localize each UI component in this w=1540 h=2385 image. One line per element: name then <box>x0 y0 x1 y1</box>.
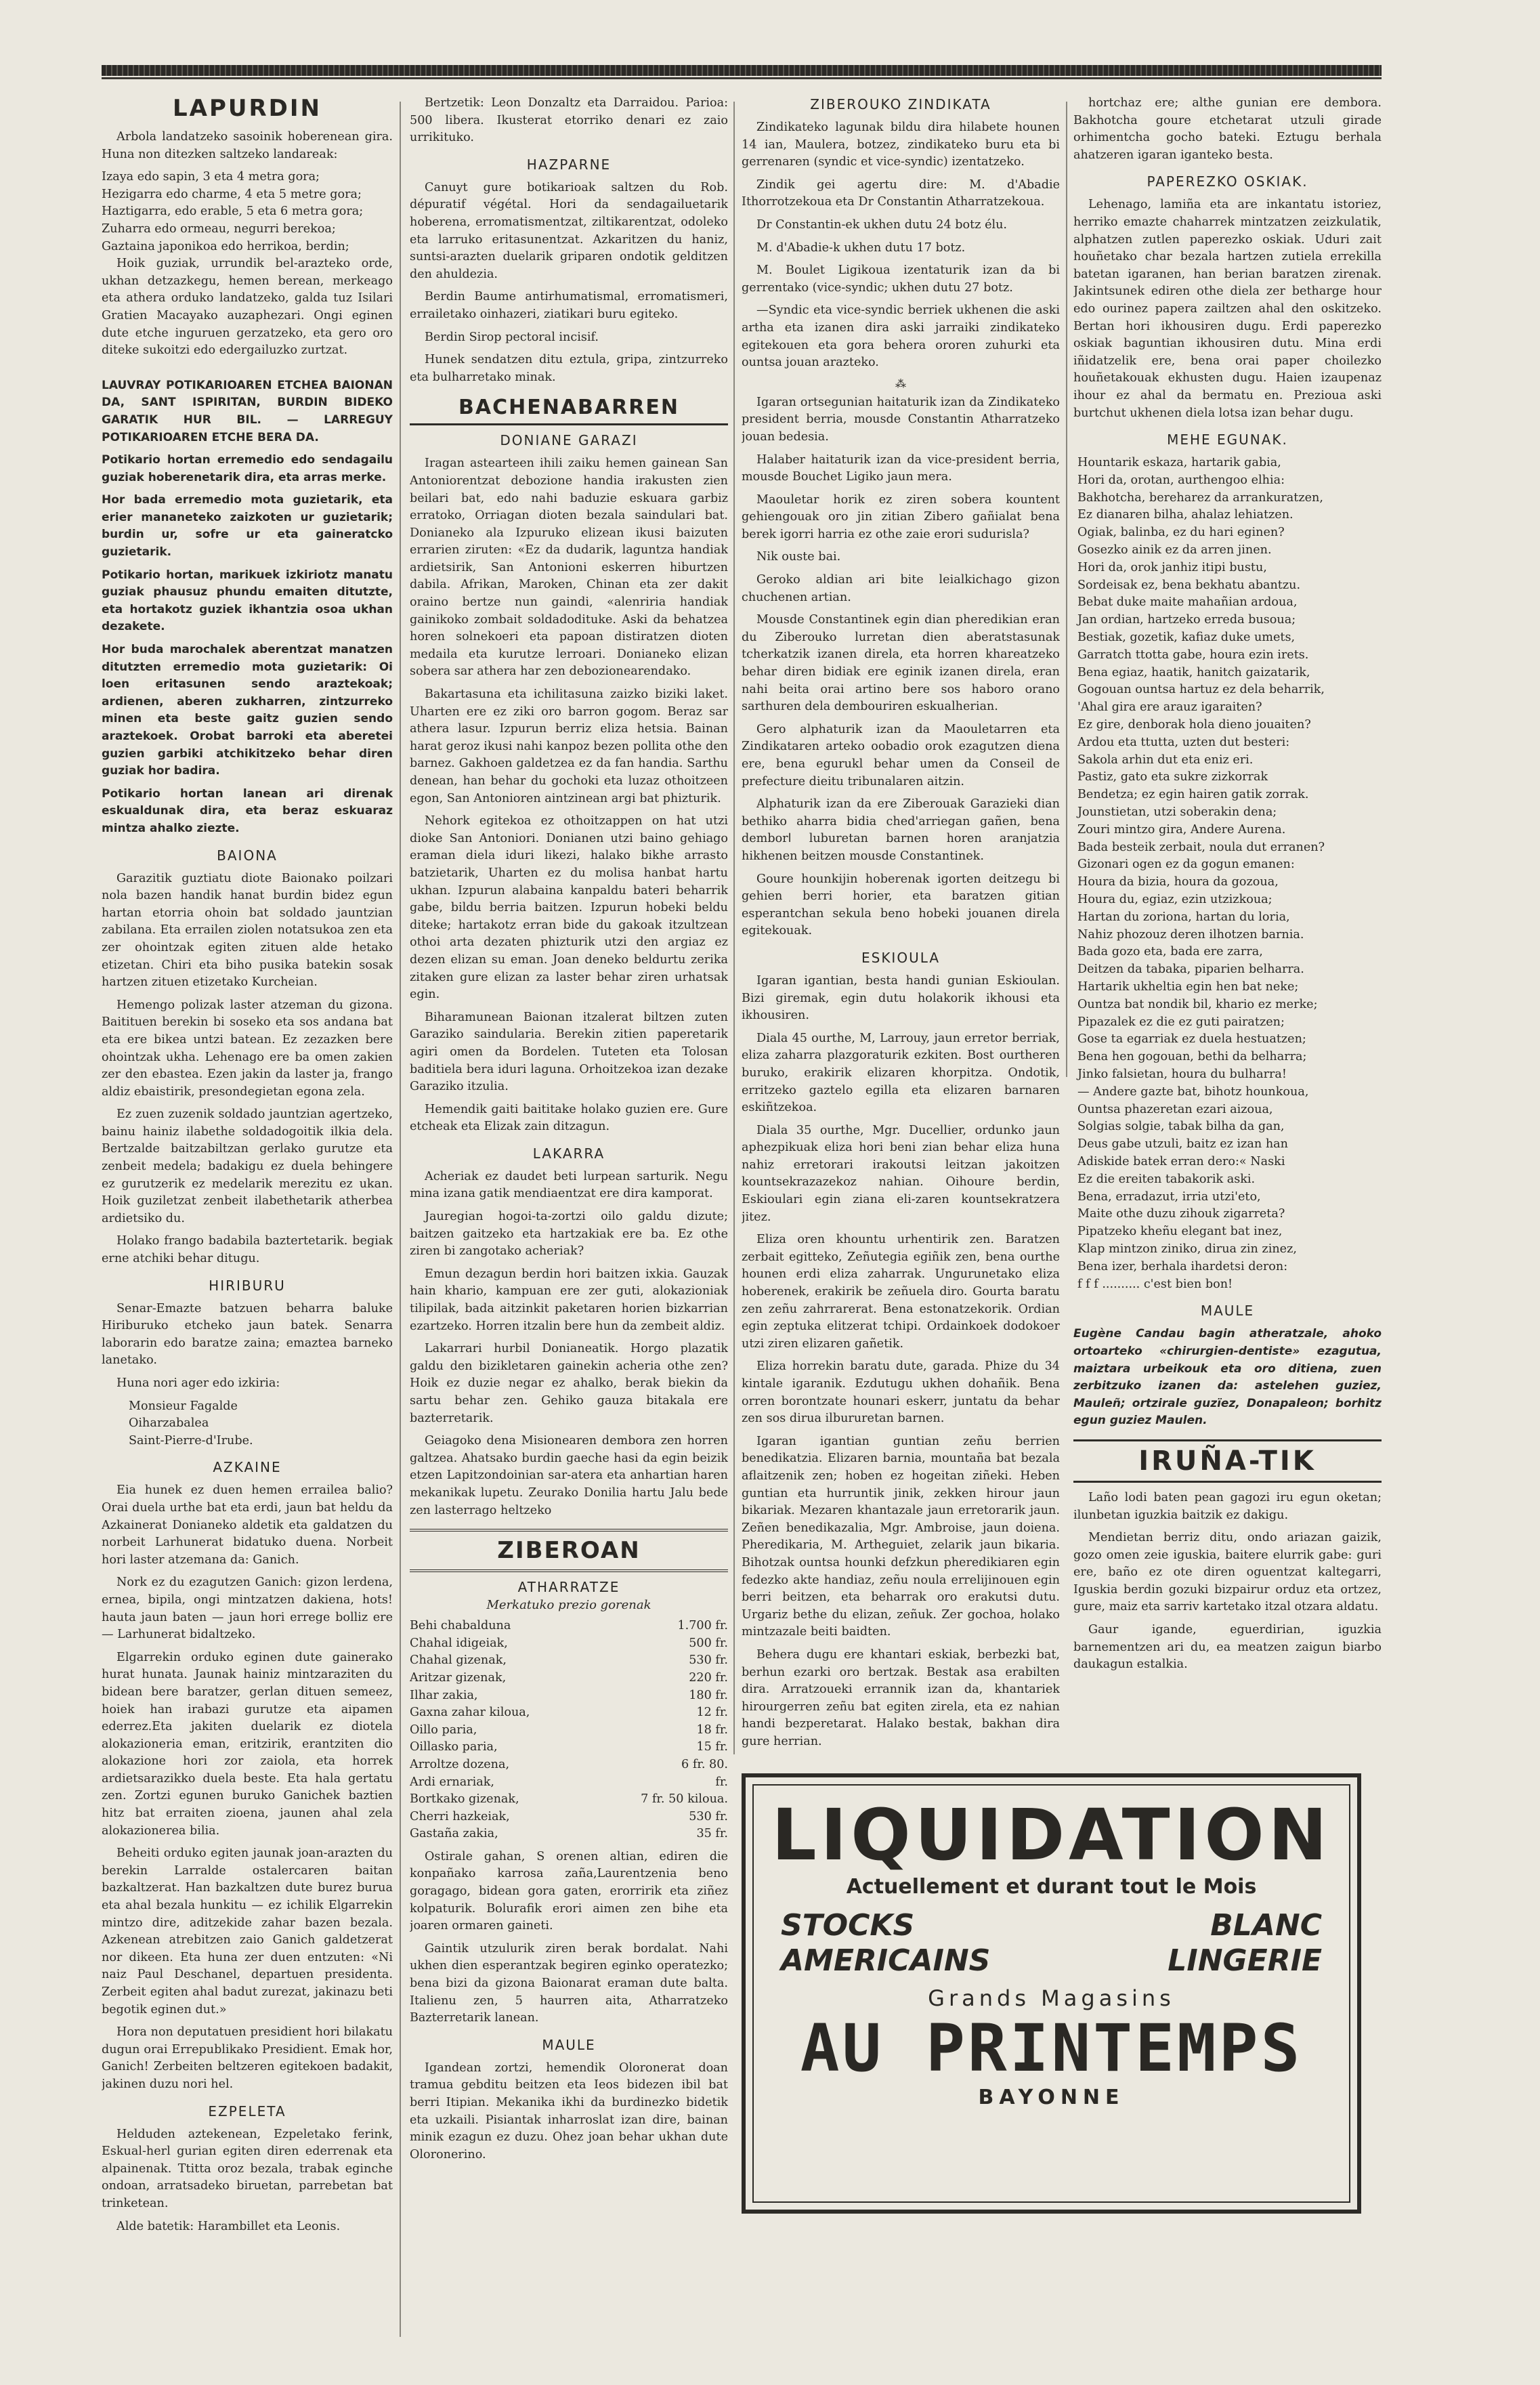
ad-store-name: AU PRINTEMPS <box>800 2010 1303 2086</box>
paragraph: Nik ouste bai. <box>756 550 841 564</box>
price-value: 180 fr. <box>689 1688 728 1702</box>
subsection-title: DONIANE GARAZI <box>500 432 638 449</box>
paragraph: Potikario hortan erremedio edo sendagailu guziak hoberenetarik dira, eta arras merke. <box>102 453 393 484</box>
section-title-ziberoan: ZIBEROAN <box>410 1529 728 1572</box>
paragraph: Eia hunek ez duen hemen errailea balio? Orai duela urthe bat eta erdi, jaun bat heldu da Azkainerat Donianeko aldetik eta galdatzen du norbeit Larhunerat bidatuko duena. Norbeit hori laster atzemana da: Ganich. <box>102 1483 393 1567</box>
column-2 <box>410 95 728 2330</box>
paragraph: Laño lodi baten pean gagozi iru egun oketan; ilunbetan iguzkia baitzik ez dakigu. <box>1073 1490 1382 1522</box>
price-list-caption: Merkatuko prezio gorenak <box>486 1598 651 1613</box>
section-title-maule: MAULE <box>542 2036 596 2053</box>
price-row <box>410 1618 728 1635</box>
masthead-rule-thin <box>102 77 1382 79</box>
paragraph: Garazitik guztiatu diote Baionako poilzari nola bazen handik hanat burdin bidez egun hartan etorria ohoin bat soldado jauntzian zabilana. Eta errailen ziolen notatsukoa zen eta zer ohointzak egiten zituen alde hetako etizetan. Chiri eta biho pusika batekin sosak hartzen zituen etizetako Kurcheian. <box>102 871 393 990</box>
ad-subline: Actuellement et durant tout le Mois <box>846 1875 1257 1899</box>
poem-line: Bada besteik zerbait, noula dut erranen? <box>1077 840 1325 854</box>
poem-line: Gizonari ogen ez da gogun emanen: <box>1077 858 1295 872</box>
column-4 <box>1073 95 1382 1748</box>
section-title-eskioula: ESKIOULA <box>861 949 940 966</box>
paragraph: Hunek sendatzen ditu eztula, gripa, zintzurreko eta bulharretako minak. <box>410 353 728 384</box>
poem-line: Bakhotcha, bereharez da arrankuratzen, <box>1077 490 1323 505</box>
poem-line: Pastiz, gato eta sukre zizkorrak <box>1077 770 1268 784</box>
poem-line: Hori da, orok janhiz itipi bustu, <box>1077 560 1267 574</box>
price-item: Cherri hazkeiak, <box>410 1809 510 1823</box>
price-item: Chahal idigeiak, <box>410 1636 508 1650</box>
paragraph: M. d'Abadie-k ukhen dutu 17 botz. <box>756 240 966 255</box>
price-value: 18 fr. <box>696 1723 728 1737</box>
poem-line: Bestiak, gozetik, kafiaz duke umets, <box>1077 631 1296 645</box>
price-value: 7 fr. 50 kiloua. <box>641 1792 728 1807</box>
ad-stocks: STOCKS <box>781 1908 915 1943</box>
printemps-advertisement <box>742 1773 1361 2214</box>
poem-line: Ardou eta ttutta, uzten dut besteri: <box>1077 735 1290 749</box>
ad-right-block <box>1168 1908 1322 1979</box>
paragraph: Ostirale gahan, S orenen altian, ediren die konpañako karrosa zaña,Laurentzenia beno goragago, bidean gora gaten, erorririk eta ziñez kolpaturik. Bolurafik erori aimen zen bihe eta joaren ormaren gaineti. <box>410 1849 728 1933</box>
poem-line: Deus gabe utzuli, baitz ez izan han <box>1077 1137 1288 1152</box>
price-value: 530 fr. <box>689 1809 728 1823</box>
price-row <box>410 1809 728 1826</box>
section-title-hazparne: HAZPARNE <box>526 156 612 173</box>
column-divider <box>1066 102 1067 1077</box>
paragraph: Hemengo polizak laster atzeman du gizona. Baitituen berekin bi soseko eta sos andana bat eta ere bikea untzi batean. Ez zezazken bere ohointzak ukha. Lehenago ere ba omen zakien zer den ebastea. Ezen jakin da laster ja, frango aldiz ebaistirik, presondegietan egona zela. <box>102 998 393 1099</box>
paragraph: Alphaturik izan da ere Ziberouak Garazieki dian bethiko aharra bidia ched'arriegan gañen, bena demborا luburetan barnen horen aranjatzia hikhenen beitzen mousde Constantinek. <box>742 797 1060 863</box>
paragraph: Igandean zortzi, hemendik Oloronerat doan tramua gebditu beitzen eta Ieos bidezen ibil bat berri Itipian. Mekanika ikhi da burdinezko bidetik eta uzkaili. Pisiantak inharroslat izan dire, bainan minik ezagun ez duzu. Ohez joan behar ukhan dute Oloronerino. <box>410 2061 728 2161</box>
ad-products <box>754 1899 1349 1979</box>
paragraph: Diala 45 ourthe, M, Larrouy, jaun erretor berriak, eliza zaharra plazgoraturik ezkiten. Bost ourtheren buruko, erakirik elizaren khorpitza. Ondotik, erritzeko gaztelo egilla eta elizaren barnaren eskiñtzekoa. <box>742 1031 1060 1115</box>
price-row <box>410 1791 728 1809</box>
paragraph: Berdin Baume antirhumatismal, erromatismeri, errailetako oinhazeri, ziatikari buru egiteko. <box>410 290 728 321</box>
poem-line: Hori da, orotan, aurthengoo elhia: <box>1077 473 1285 487</box>
price-row <box>410 1704 728 1722</box>
section-title-ezpeleta: EZPELETA <box>208 2103 286 2119</box>
price-value: 500 fr. <box>689 1636 728 1650</box>
paragraph: Gaintik utzulurik ziren berak bordalat. Nahi ukhen dien esperantzak begiren eginko operatezko; bena bizi da gizona Baionarat eraman dute balta. Italienu zen, 5 haurren aita, Atharratzeko Bazterretarik lanean. <box>410 1941 728 2025</box>
poem-line: 'Ahal gira ere arauz igaraiten? <box>1077 700 1262 715</box>
section-title-lapurdin: LAPURDIN <box>172 95 322 122</box>
section-title-bachenabarren: BACHENABARREN <box>410 396 728 425</box>
address-line: Monsieur Fagalde <box>129 1399 238 1413</box>
poem-line: Bena, erradazut, irria utzi'eto, <box>1077 1189 1261 1204</box>
poem-line: Solgias solgie, tabak bilha da gan, <box>1077 1120 1285 1134</box>
paragraph: Hoik guziak, urrundik bel-arazteko orde, ukhan detzazkegu, hemen berean, merkeago eta athera orduko landatzeko, galda tuz Isilari Gratien Macayako auzaphezari. Ongi eginen dute etche inguruen gerzatzeko, eta gero oro diteke sukoitzi edo edergailuzko zurtzat. <box>102 257 393 358</box>
poem-line: Houra du, egiaz, ezin utzizkoua; <box>1077 893 1272 907</box>
paragraph: Potikario hortan lanean ari direnak eskualdunak dira, eta beraz eskuaraz mintza ahalko ziezte. <box>102 786 393 835</box>
paragraph: Bakartasuna eta ichilitasuna zaizko biziki laket. Uharten ere ez ziki oro barron gogom. Beraz sar athera lasur. Izpurun berriz eliza hetsia. Bainan harat geroz ikusi nahi kanpoz bezen pollita othe den barnez. Gakhoen galdetzea ez da fan handia. Sarthu denean, han behar du gochoki eta luzaz othoitzeen egon, San Antonioren aintzinean argi bat phizturik. <box>410 688 728 805</box>
paragraph: Alde batetik: Harambillet eta Leonis. <box>116 2219 341 2233</box>
paragraph: Mousde Constantinek egin dian pheredikian eran du Ziberouko lurretan dien aberatstasunak tcherkatzik izanen direla, eta horren khareatzeko behar diren bidiak ere eginik izanen direla, eran nahi beita orai artino bere sos haboro orano sarthuren dela dembouriren eskualherian. <box>742 613 1060 714</box>
poem-line: Bendetza; ez egin hairen gatik zorrak. <box>1077 788 1309 802</box>
poem-line: Bada gozo eta, bada ere zarra, <box>1077 945 1263 959</box>
paragraph: Potikario hortan, marikuek izkiriotz manatu guziak phausuz phundu emaiten ditutzte, eta hortakotz guziek ikhantzia osoa ukhan dezakete. <box>102 568 393 634</box>
paragraph: Behera dugu ere khantari eskiak, berbezki bat, berhun ezarki oro bertzak. Bestak asa erabilten dira. Arratzoueki errannik izan da, khantariek hirourgerren zeñu bat egiten zirela, eta ez nahian handi bezperetarat. Halako bestak, bakhan dira gure herrian. <box>742 1647 1060 1748</box>
price-value: 1.700 fr. <box>677 1619 728 1633</box>
paragraph: Acheriak ez daudet beti lurpean sarturik. Negu mina izana gatik mendiaentzat ere dira kamporat. <box>410 1169 728 1201</box>
paragraph: Biharamunean Baionan itzalerat biltzen zuten Garaziko saindularia. Berekin zitien paperetarik agiri omen da Bordelen. Tuteten eta Tolosan baditiela bera iduri laguna. Orhoitzekoa izan dezake Garaziko itzulia. <box>410 1010 728 1094</box>
poem <box>1073 455 1382 1293</box>
price-row <box>410 1774 728 1792</box>
price-item: Aritzar gizenak, <box>410 1670 507 1685</box>
poem-line: Bena izer, berhala ihardetsi deron: <box>1077 1259 1288 1273</box>
section-title-iruna: IRUÑA-TIK <box>1073 1439 1382 1483</box>
ad-grands-magasins: Grands Magasins <box>928 1985 1175 2011</box>
list-item: Gaztaina japonikoa edo herrikoa, berdin; <box>102 239 349 253</box>
poem-line: Jinko falsietan, houra du bulharra! <box>1077 1067 1287 1081</box>
poem-line: Nahiz phozouz deren ilhotzen barnia. <box>1077 927 1304 942</box>
poem-line: Gosezko ainik ez da arren jinen. <box>1077 543 1272 557</box>
paragraph: Senar-Emazte batzuen beharra baluke Hiriburuko etcheko jaun batek. Senarra laborarin edo baratze zaina; emaztea barneko lanetako. <box>102 1301 393 1368</box>
paragraph: Igaran ortsegunian haitaturik izan da Zindikateko president berria, mousde Constantin Atharratzeko jouan bedesia. <box>742 395 1060 444</box>
paragraph: Beheiti orduko egiten jaunak joan-arazten du berekin Larralde ostalercaren baitan bazkaltzerat. Han bazkaltzen dute burez burua eta ahal bezala hunkitu — ez ichilik Elgarrekin mintzo dire, aditzekide zahar bazen bezala. Azkenean atrebitzen zaio Ganich galdetzerat nor dikeen. Eta huna zer duen entzuten: «Ni naiz Paul Deschanel, departuen presidenta. Zerbeit egiten ahal badut zurezat, jakinazu beti begotik eginen dut.» <box>102 1846 393 2017</box>
poem-line: Hartan du zoriona, hartan du loria, <box>1077 910 1290 924</box>
section-title-azkaine: AZKAINE <box>213 1459 282 1476</box>
section-title-lakarra: LAKARRA <box>532 1145 605 1162</box>
price-item: Arroltze dozena, <box>410 1757 510 1771</box>
paragraph: Hor buda marochalek aberentzat manatzen ditutzten erremedio mota guzietarik: Oi loen eritasunen sendo araztekoak; ardienen, aberen zukharren, zintzurreko minen eta beste gaitz guzien sendo araztekoek. Orobat barroki eta aberetei guzien garbiki atchikitzeko behar diren guziak hor badira. <box>102 643 393 778</box>
poem-line: Bena hen gogouan, bethi da belharra; <box>1077 1050 1307 1064</box>
paragraph: M. Boulet Ligikoua izentaturik izan da bi gerrentako (vice-syndic; ukhen dutu 27 botz. <box>742 263 1060 295</box>
advert-dentist: Eugène Candau bagin atheratzale, ahoko ortoarteko «chirurgien-dentiste» ezagutua, maiztara urbeikouk eta oro ditiena, zuen zerbitzuko izanen da: astelehen guziez, Mauleñ; ortzirale guzïez, Donapaleon; borhitz egun guziez Maulen. <box>1073 1327 1382 1428</box>
poem-line: Ountza bat nondik bil, khario ez merke; <box>1077 997 1318 1011</box>
poem-line: Pipazalek ez die ez guti pairatzen; <box>1077 1015 1285 1029</box>
ad-left-block <box>781 1908 990 1979</box>
paragraph: Hor bada erremedio mota guzietarik, eta erier mananeteko zaizkoten ur guzietarik; burdin ur, sofre ur eta gaineratcko guzietarik. <box>102 493 393 560</box>
poem-line: Adiskide batek erran dero:« Naski <box>1077 1154 1285 1168</box>
price-row <box>410 1825 728 1843</box>
advert-title: LAUVRAY POTIKARIOAREN ETCHEA BAIONAN DA, SANT ISPIRITAN, BURDIN BIDEKO GARATIK HUR BIL. — LARREGUY POTIKARIOAREN ETCHE BERA DA. <box>102 378 393 444</box>
price-item: Ilhar zakia, <box>410 1688 478 1702</box>
paragraph: Nork ez du ezagutzen Ganich: gizon lerdena, ernea, bipila, ongi mintzatzen dakiena, hots! hauta jaun baten — jaun hori errege bolliz ere — Larhunerat bidaltzeko. <box>102 1576 393 1642</box>
paragraph: Eliza horrekin baratu dute, garada. Phize du 34 kintale igaranik. Ezdutugu ukhen dohañik. Bena orren borontzate hounari eskerr, juntatu da behar zen sos dirua ilbururetan barnen. <box>742 1359 1060 1426</box>
poem-line: Ez dianaren bilha, ahalaz lehiatzen. <box>1077 508 1293 522</box>
subsection-title: ATHARRATZE <box>517 1579 620 1596</box>
paragraph: Helduden aztekenean, Ezpeletako ferink, Eskual-herl gurian egiten diren ederrenak eta alpainenak. Ttitta oroz bezala, trabak eginche ondoan, arratsadeko biruetan, parrebetan bat trinketean. <box>102 2127 393 2210</box>
section-title-maule: MAULE <box>1200 1303 1255 1320</box>
price-value: fr. <box>715 1775 728 1789</box>
paragraph: Huna nori ager edo izkiria: <box>116 1376 280 1390</box>
address-line: Saint-Pierre-d'Irube. <box>129 1433 253 1448</box>
paragraph: Ez zuen zuzenik soldado jauntzian agertzeko, bainu hainiz ilabethe soldadogoitik ilkia dela. Bertzalde baitzabiltzan gerlako gurutze eta zenbeit medela; badakigu ez duela behingere ez gurutzerik ez medelarik merezitu ez ukan. Hoik guziletzat zenbeit ilabethetarik atherbea ardietsiko du. <box>102 1107 393 1225</box>
ad-headline: LIQUIDATION <box>771 1794 1331 1876</box>
price-value: 530 fr. <box>689 1653 728 1668</box>
paragraph: Geiagoko dena Misionearen dembora zen horren galtzea. Ahatsako burdin gaeche hasi da egin beizik etzen Lapitzondoinian sar-atera eta anhartian haren mekanikak lupetu. Zeurako Donilia hartu Jalu bede zen lasterrago heltzeko <box>410 1434 728 1517</box>
paragraph: Eliza oren khountu urhentirik zen. Baratzen zerbait egitteko, Zeñutegia egiñik zen, bena ourthe hounen erdi eliza zaharrak. Ungurunetako eliza hoberenek, erakirik be zeñuela diro. Gourta baratu zen zeñu zahrrarerat. Bena estonatzekorik. Ordian egin zeptuka elitzerat tchipi. Ordainkoek dodokoer utzi ziren elizaren gañetik. <box>742 1233 1060 1351</box>
poem-line: Hartarik ukheltia egin hen bat neke; <box>1077 980 1299 994</box>
poem-line: Gose ta egarriak ez duela hestuatzen; <box>1077 1032 1306 1047</box>
price-value: 12 fr. <box>696 1706 728 1720</box>
column-3 <box>742 95 1060 1748</box>
paragraph: Lehenago, lamiña eta are inkantatu istoriez, herriko emazte chaharrek mintzatzen zeizkulatik, alphatzen zutlen paperezko oskiak. Uduri zait houñetako char bezala hartzen zutiela errekilla batetan igaranen, han berian baratzen zirenak. Jakintsunek ediren othe diela zer betharge hour edo ourinez papera zailtzen ahal den oskitzeko. Bertan hori ikhousiren dugu. Erdi paperezko oskiak baguntian ikhousiren dutu. Mina erdi iñidatzelik ere, bena orai paper choilezko houñetakouak ekhusten dugu. Haien izaupenaz ihour ez ahal da bermatu en. Preziouа aski burtchut ukhenen diela lotsa izan behar dugu. <box>1073 198 1382 420</box>
price-row <box>410 1635 728 1653</box>
poem-line: Jan ordian, hartzeko erreda busoua; <box>1077 613 1296 627</box>
price-row <box>410 1687 728 1705</box>
paragraph: Zindik gei agertu dire: M. d'Abadie Ithorrotzekoua eta Dr Constantin Atharratzekoua. <box>742 177 1060 209</box>
paragraph: Lakarrari hurbil Donianeatik. Horgo plazatik galdu den bizikletaren gainekin acheria othe zen? Hoik ez duzie negar ez ahalko, berak biekin da sartu behar zen. Gehiko gauza bitakala ere bazterretarik. <box>410 1342 728 1425</box>
column-divider <box>400 102 401 2337</box>
price-row <box>410 1652 728 1670</box>
paragraph: hortchaz ere; althe gunian ere dembora. Bakhotcha goure etchetarat utzuli girade orhimentcha gocho bateki. Eztugu berhala ahatzeren igaran igantekо besta. <box>1073 96 1382 162</box>
masthead-rule <box>102 65 1382 76</box>
price-item: Ardi ernariak, <box>410 1775 495 1789</box>
price-item: Bortkako gizenak, <box>410 1792 519 1807</box>
poem-line: Bena egiaz, haatik, hanitch gaizatarik, <box>1077 665 1310 679</box>
paragraph: Bertzetik: Leon Donzaltz eta Darraidou. Parioa: 500 libera. Ikusterat etorriko denari ez zaio urrikituko. <box>410 96 728 145</box>
poem-line: Garratch ttotta gabe, houra ezin irets. <box>1077 648 1309 662</box>
poem-line: — Andere gazte bat, bihotz hounkoua, <box>1077 1084 1309 1099</box>
paragraph: Arbola landatzeko sasoinik hoberenean gira. Huna non ditezken saltzeko landareak: <box>102 130 393 161</box>
ad-city: BAYONNE <box>978 2086 1125 2109</box>
price-item: Gaxna zahar kiloua, <box>410 1706 530 1720</box>
ad-americains: AMERICAINS <box>781 1943 991 1978</box>
paragraph: Nehork egitekoa ez othoitzappen on hat utzi dioke San Antoniori. Donianen utzi baino gehiago eraman diela iduri likezi, halako bikhe arrasto batzietarik, Uharten ez du molisa hanbat hartu ukhan. Izpurun alabaina kanpaldu bateri beharrik gabe, bildu berria baitzen. Izpurun hobeki beldu diteke; hartakotz erran bide du gakoak itzultzean othoi arta dezaten phizturik utzi den argiaz ez dezen elizan su eman. Joan deneko beldurtu zerika zitaken gure elizan za laster behar ziren urhatsak egin. <box>410 814 728 1002</box>
address-line: Oiharzabalea <box>129 1416 209 1431</box>
paragraph: Holako frango badabila baztertetarik. begiak erne atchiki behar ditugu. <box>102 1234 393 1266</box>
price-value: 6 fr. 80. <box>681 1757 728 1771</box>
paragraph: Geroko aldian ari bite leialkichago gizon chuchenen artian. <box>742 573 1060 604</box>
poem-line: Ez gire, denborak hola dieno jouaiten? <box>1077 718 1311 732</box>
price-item: Oillasko paria, <box>410 1740 498 1754</box>
poem-line: Gogouan ountsa hartuz ez dela beharrik, <box>1077 683 1325 697</box>
section-title-baiona: BAIONA <box>217 847 278 864</box>
paragraph: Gero alphaturik izan da Maouletarren eta Zindikataren arteko oobadio orok ezagutzen diena ere, bena egurukl behar umen da Conseil de prefecture dieitu tribunalaren aitzin. <box>742 722 1060 788</box>
paragraph: Diala 35 ourthe, Mgr. Ducellier, ordunko jaun aphezpikuak eliza hori beni zian behar eliza huna nahiz erretorari irakoutsi leitzan jakoitzen kountsekrazazekoz nahian. Oihoure berdin, Eskioulari egin ziana eli-zaren kountsekratzera jitez. <box>742 1123 1060 1224</box>
poem-line: Zouri mintzo gira, Andere Aurena. <box>1077 822 1286 837</box>
paragraph: Canuyt gure botikarioak saltzen du Rob. dépuratif végétal. Hori da sendagailuetarik hoberena, erromatismentzat, ziltikarentzat, odoleko eta larruko eritasunentzat. Azkaritzen du haniz, suntsi-arazten duelarik griparen ondotik gelditzen den ahuldezia. <box>410 180 728 281</box>
poem-line: Bebat duke maite mahañian ardoua, <box>1077 595 1298 610</box>
paragraph: Jauregian hogoi-ta-zortzi oilo galdu dizute; baitzen gaitzeko eta hartzakiak ere ba. Ez othe ziren bi zangotako acheriak? <box>410 1210 728 1259</box>
column-divider <box>733 102 735 1754</box>
price-item: Behi chabalduna <box>410 1619 511 1633</box>
paragraph: Emun dezagun berdin hori baitzen ixkia. Gauzak hain khario, kampuan ere zer guti, alokazioniak tilipilak, bada aitzinkit paketaren horien bizkarrian ezartzeko. Horren itzalin bere hun da zembeit aldiz. <box>410 1267 728 1333</box>
price-row <box>410 1722 728 1739</box>
paragraph: Goure hounkijin hoberenak igorten deitzegu bi gehien berri horier, eta baratzen gitian esperantchan sekula beno hobeki jouanen direla egitekouak. <box>742 872 1060 938</box>
list-item: Izaya edo sapin, 3 eta 4 metra gora; <box>102 170 320 184</box>
list-item: Zuharra edo ormeau, negurri berekoa; <box>102 221 336 236</box>
ad-inner-frame <box>752 1784 1350 2203</box>
price-list <box>410 1618 728 1843</box>
section-title-hiriburu: HIRIBURU <box>209 1277 286 1294</box>
paragraph: Iragan astearteen ihili zaiku hemen gainean San Antoniorentzat debozione handia irakusten zien beilari bat, edo nahi baduzie eskuara garbiz erratoko, Orriagan dioten bezala saindulari bat. Donianeko ala Izpuruko elizean ikusi baizuten errarien ziruten: «Ez da dudarik, laguntza handiak ardietsirik, San Antonioni eskerren hiburtzen dabila. Afrikan, Maroken, Chinan eta zer dakit oraino bertze nun gaindi, «alenriria handiak gainikoko zombait soldadodituke. Aski da behatzea horen solnekoeri eta papoan distiratzen dioten medaila eta kurutze lerroari. Donianeko elizan sobera sar athera har zen debozionearendako. <box>410 457 728 679</box>
ad-lingerie: LINGERIE <box>1168 1943 1322 1978</box>
ad-blanc: BLANC <box>1210 1908 1322 1943</box>
list-item: Hezigarra edo charme, 4 eta 5 metre gora; <box>102 187 362 201</box>
paragraph: Maouletar horik ez ziren sobera kountent gehiengouak oro jin zitian Zibero gañialat bena berek igorri harria ez othe zaie erori sudurisla? <box>742 492 1060 541</box>
list-item: Haztigarra, edo erable, 5 eta 6 metra gora; <box>102 205 364 219</box>
paragraph: —Syndic eta vice-syndic berriek ukhenen die aski artha eta izanen dira aski jarraiki zindikateko egitekouen eta gora behera ororen zuhurki eta ountsa jouan arazteko. <box>742 303 1060 370</box>
poem-line: Hountarik eskaza, hartarik gabia, <box>1077 456 1281 470</box>
poem-line: Ogiak, balinba, ez du hari eginen? <box>1077 526 1285 540</box>
section-title-zindikata: ZIBEROUKO ZINDIKATA <box>810 96 991 112</box>
poem-line: Houra da bizia, houra da gozoua, <box>1077 875 1279 889</box>
price-value: 35 fr. <box>696 1827 728 1841</box>
price-value: 220 fr. <box>689 1670 728 1685</box>
price-value: 15 fr. <box>696 1740 728 1754</box>
price-item: Gastaña zakia, <box>410 1827 498 1841</box>
paragraph: Elgarrekin orduko eginen dute gainerako hurat hunata. Jaunak hainiz mintzaraziten du bidean bere baratzer, gerlan dituen semeez, hoiek han irabazi gurutze eta aipamen ederrez.Eta jakiten duelarik ez diotela alokazioneria eman, eritzirik, erantziten dio alokazione hori zor zaiola, eta horrek ardietsarazikko duela beste. Eta hala gertatu zen. Zortzi egunen buruko Ganichek baztien hitz bat erraiten zioena, jaunen ahal zela alokazionerea bilia. <box>102 1650 393 1838</box>
paragraph: Mendietan berriz ditu, ondo ariazan gaizik, gozo omen zeie iguskia, baitere elurrik gabe: guri ere, baño ez ote diren oguentzat kaltegarri, Iguskia berdin gozuki bizpairur orduz eta ortzez, gure, maiz eta sarriv kartetako itzal otzara aldatu. <box>1073 1531 1382 1614</box>
poem-line: Ountsa phazeretan ezari aizoua, <box>1077 1102 1273 1116</box>
poem-line: Deitzen da tabaka, piparien belharra. <box>1077 963 1304 977</box>
paragraph: Igaran igantian, besta handi gunian Eskioulan. Bizi giremak, egin dutu holakorik ikhousi eta ikhousiren. <box>742 973 1060 1023</box>
poem-line: Pipatzeko kheñu elegant bat inez, <box>1077 1225 1283 1239</box>
paragraph: Gaur igande, eguerdirian, iguzkia barnementzen ari du, ea meatzen zaigun biarbo daukagun estalkia. <box>1073 1623 1382 1672</box>
poem-line: Klap mintzon ziniko, dirua zin zinez, <box>1077 1242 1297 1256</box>
price-item: Chahal gizenak, <box>410 1653 507 1668</box>
poem-line: Maite othe duzu zihouk zigarreta? <box>1077 1207 1285 1221</box>
poem-line: Sordeisak ez, bena bekhatu abantzu. <box>1077 578 1301 592</box>
asterism-ornament: ⁂ <box>895 377 906 390</box>
paragraph: Zindikateko lagunak bildu dira hilabete hounen 14 ian, Maulera, botzez, zindikateko buru eta bi gerrenaren (syndic et vice-syndic) izentatzeko. <box>742 121 1060 169</box>
poem-line: Jounstietan, utzi soberakin dena; <box>1077 805 1277 820</box>
section-title-paperezko: PAPEREZKO OSKIAK. <box>1147 173 1308 190</box>
price-row <box>410 1739 728 1756</box>
column-1 <box>102 95 393 2330</box>
poem-line: Sakola arhin dut eta eniz eri. <box>1077 753 1254 767</box>
poem-line: Ez die ereiten tabakorik aski. <box>1077 1172 1256 1186</box>
price-item: Oillo paria, <box>410 1723 477 1737</box>
price-row <box>410 1670 728 1687</box>
section-title-mehe-egunak: MEHE EGUNAK. <box>1167 431 1288 448</box>
paragraph: Halaber haitaturik izan da vice-president berria, mousde Bouchet Ligiko jaun mera. <box>742 452 1060 484</box>
paragraph: Berdin Sirop pectoral incisif. <box>425 330 599 344</box>
poem-line: f f f .......... c'est bien bon! <box>1077 1277 1233 1291</box>
paragraph: Hora non deputatuen presidient hori bilakatu dugun orai Errepublikako Presidient. Emak hor, Ganich! Zerbeiten beltzeren egitekoen badakit, jakinen duzu nori hel. <box>102 2025 393 2091</box>
price-row <box>410 1756 728 1774</box>
paragraph: Hemendik gaiti baititake holako guzien ere. Gure etcheak eta Elizak zain ditzagun. <box>410 1102 728 1134</box>
paragraph: Igaran igantian guntian zeñu berrien benedikatzia. Elizaren barnia, mountaña bat bezala aflaitzenik zen; hoben ez hogeitan ziñeki. Heben guntian eta hurruntik jinik, zekken hirour jaun bikariak. Mezaren khantazale jaun erretorarik jaun. Zeñen benedikazalia, Mgr. Ambroise, jaun doiena. Pheredikaria, M. Artheguiet, zelarik jaun bikaria. Bihotzak ountsa hounki defzkun pheredikiaren egin fedezko akte handiaz, zeñu noula errelijinouen egin berri beitzen, eta beharrak oro erakutsi dutu. Urgariz bethe du elizan, zeñuk. Zer gochoa, holako mintzazale beiti baidten. <box>742 1434 1060 1639</box>
paragraph: Dr Constantin-ek ukhen dutu 24 botz élu. <box>756 217 1008 232</box>
